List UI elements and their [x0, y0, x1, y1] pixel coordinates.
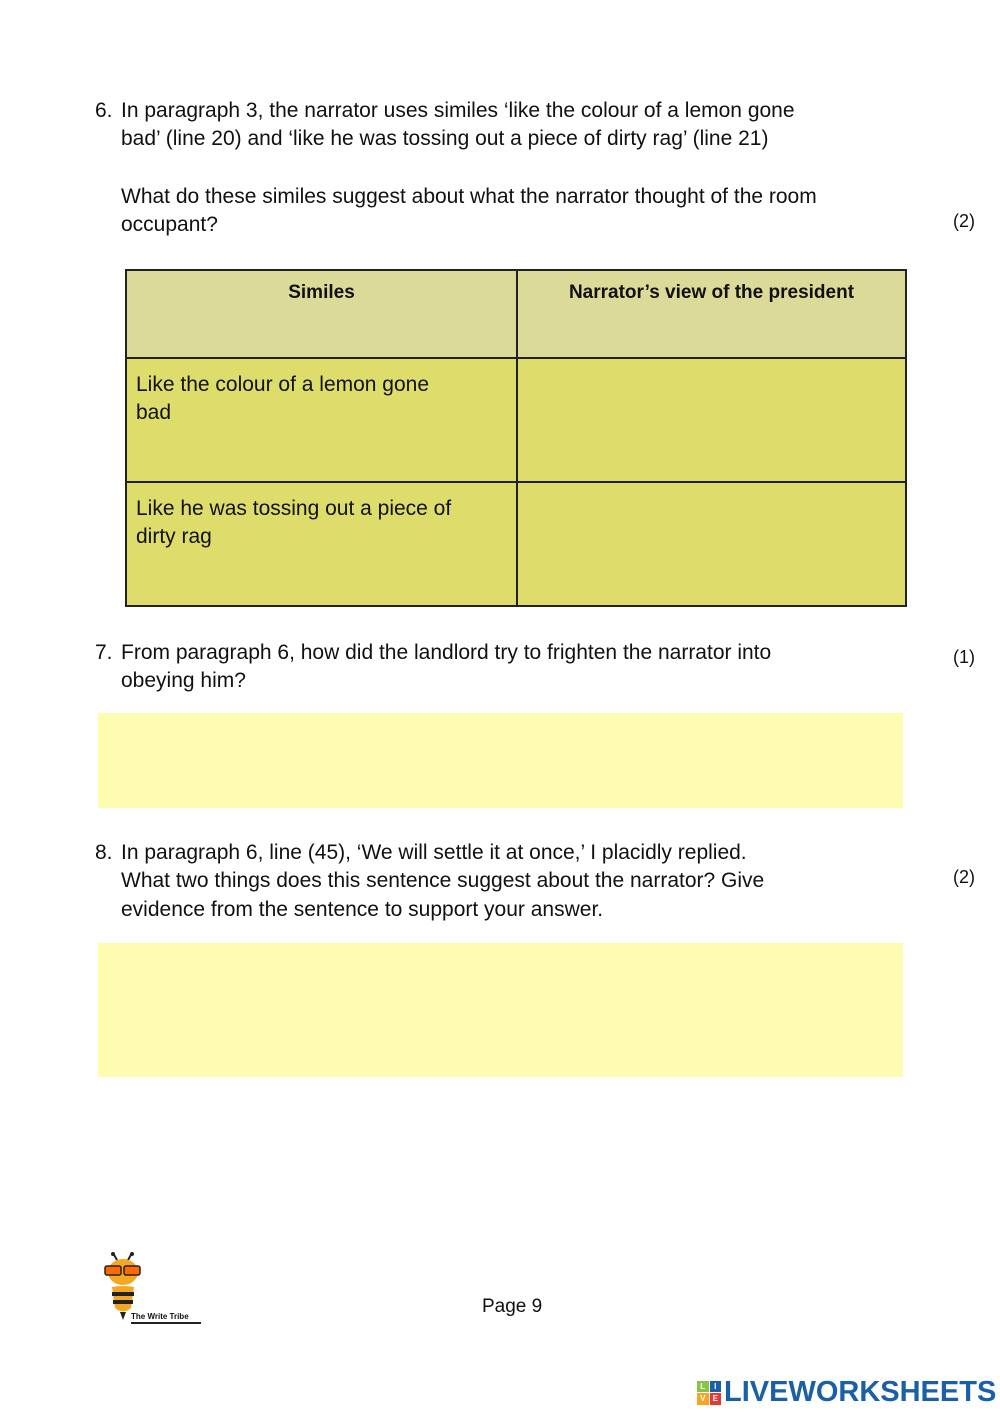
question-6-number: 6.: [95, 99, 113, 122]
question-8-line-2: What two things does this sentence suggest about the narrator? Give: [121, 869, 765, 892]
question-6-line-4: occupant?: [121, 213, 218, 236]
liveworksheets-logo-icon: [697, 1381, 721, 1405]
table-row-divider-1: [127, 357, 905, 359]
liveworksheets-brand[interactable]: [697, 1376, 996, 1409]
table-row-1-view-answer[interactable]: [518, 359, 905, 481]
question-6-line-2: bad’ (line 20) and ‘like he was tossing out a piece of dirty rag’ (line 21): [121, 127, 769, 150]
question-8-marks: (2): [953, 867, 975, 887]
table-row-2-simile-text: [136, 495, 506, 551]
brand-mark-letter-1: L: [697, 1381, 709, 1393]
question-7-answer-box[interactable]: [98, 713, 903, 808]
table-row-2-view-answer[interactable]: [518, 483, 905, 605]
question-6-line-1: In paragraph 3, the narrator uses similes ‘like the colour of a lemon gone: [121, 99, 795, 122]
logo-caption: The Write Tribe: [131, 1312, 201, 1324]
table-row-2-simile-line-1: Like he was tossing out a piece of: [136, 497, 452, 520]
brand-mark-letter-3: V: [697, 1393, 709, 1405]
question-7-line-2: obeying him?: [121, 669, 246, 692]
question-6-marks: (2): [953, 211, 975, 231]
brand-mark-letter-2: I: [710, 1381, 722, 1393]
question-7-number: 7.: [95, 641, 113, 664]
table-row-divider-2: [127, 481, 905, 483]
table-row-1-simile-line-2: bad: [136, 401, 172, 424]
table-row-1-simile: [127, 359, 516, 481]
table-column-divider: [516, 271, 518, 605]
page-number: Page 9: [482, 1296, 543, 1317]
question-8-answer-box[interactable]: [98, 943, 903, 1077]
question-7-line-1: From paragraph 6, how did the landlord try to frighten the narrator into: [121, 641, 772, 664]
brand-mark-letter-4: E: [710, 1393, 722, 1405]
table-header-similes-label: Similes: [288, 282, 355, 303]
liveworksheets-wordmark: LIVEWORKSHEETS: [724, 1376, 997, 1408]
question-8-line-1: In paragraph 6, line (45), ‘We will settle it at once,’ I placidly replied.: [121, 841, 747, 864]
question-7-marks: (1): [953, 647, 975, 667]
table-row-2-simile: [127, 483, 516, 605]
question-8-line-3: evidence from the sentence to support your answer.: [121, 898, 604, 921]
table-row-1-simile-line-1: Like the colour of a lemon gone: [136, 373, 430, 396]
table-row-2-simile-line-2: dirty rag: [136, 525, 212, 548]
table-header-similes: [127, 271, 516, 357]
similes-table: [125, 269, 907, 607]
table-header-view: [518, 271, 905, 357]
table-header-view-label: Narrator’s view of the president: [568, 282, 855, 303]
table-row-1-simile-text: [136, 371, 506, 427]
question-8-number: 8.: [95, 841, 113, 864]
question-6-line-3: What do these similes suggest about what the narrator thought of the room: [121, 185, 817, 208]
